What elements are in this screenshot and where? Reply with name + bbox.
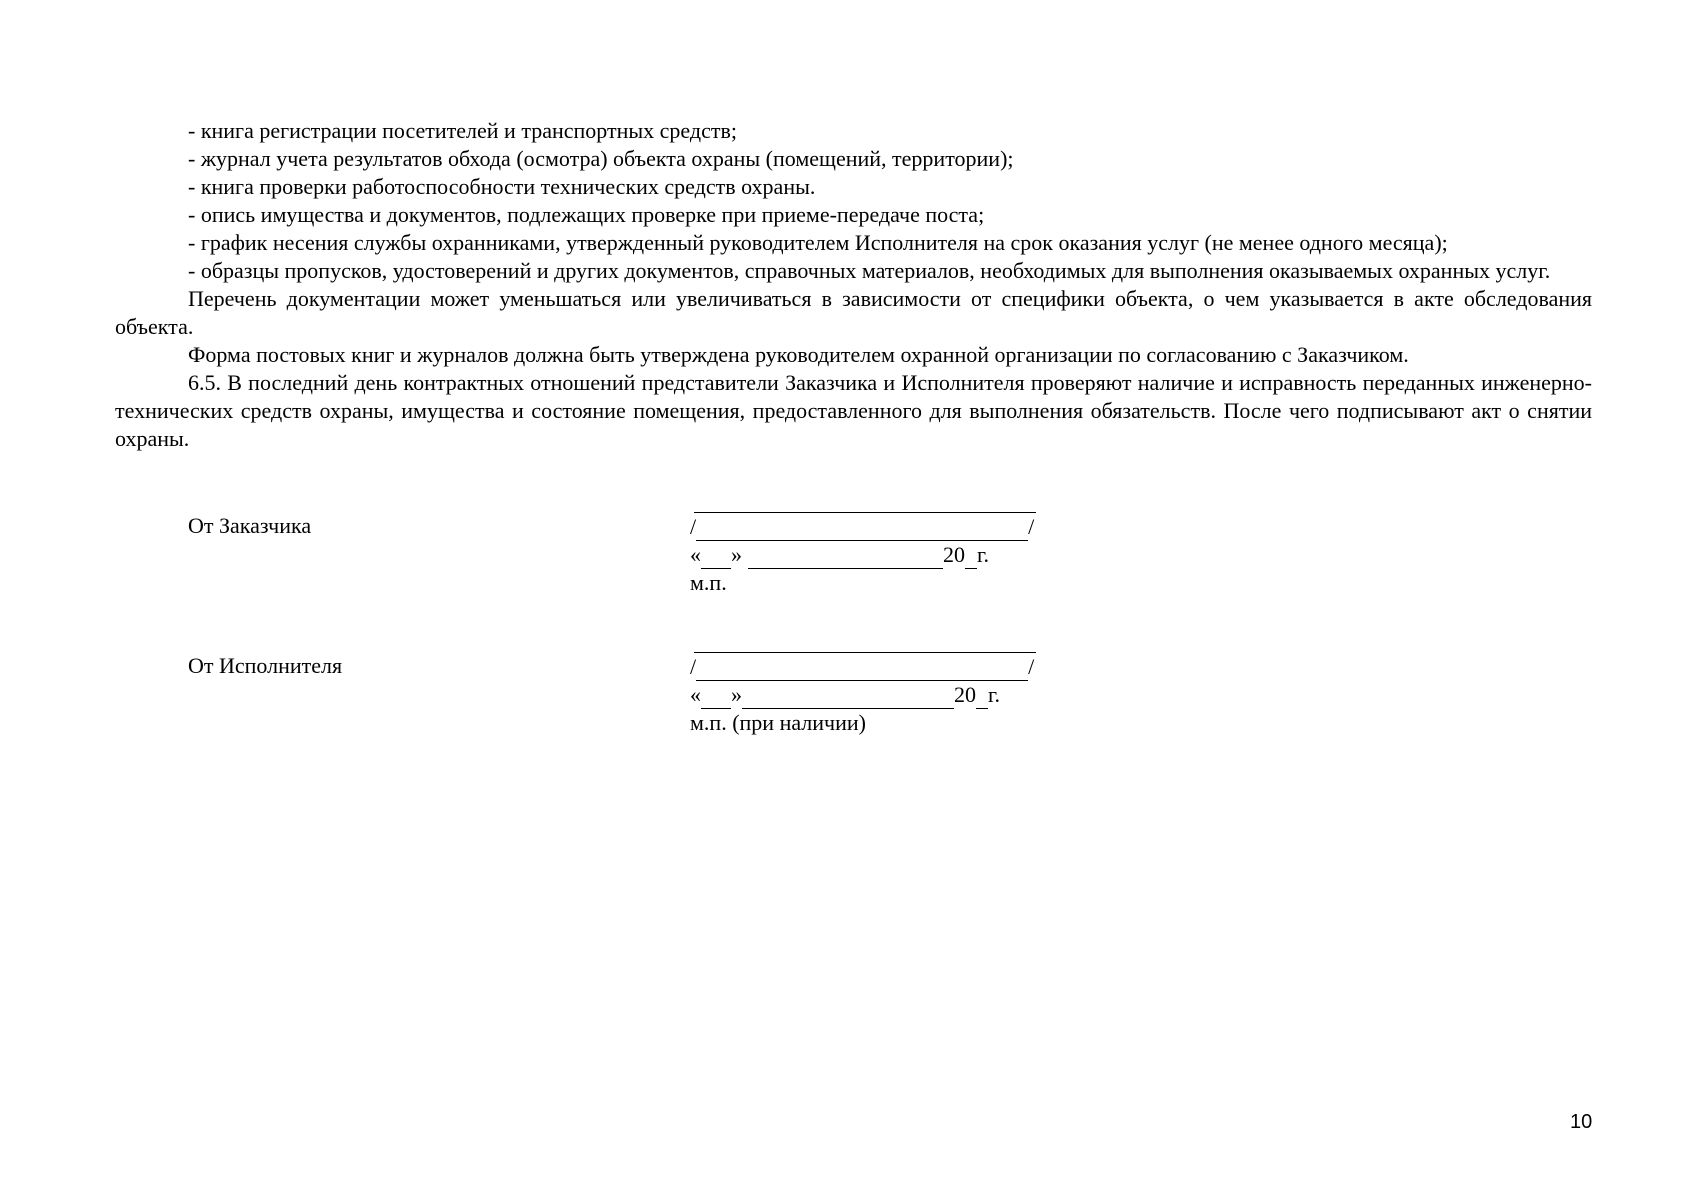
list-item-patrol-journal: - журнал учета результатов обхода (осмотра) объекта охраны (помещений, территории); (188, 146, 1014, 171)
list-item-pass-samples: - образцы пропусков, удостоверений и других документов, справочных материалов, необходимых для выполнения оказываемых охранных услуг. (188, 258, 1551, 283)
paragraph-form-approval: Форма постовых книг и журналов должна быть утверждена руководителем охранной организации по согласованию с Заказчиком. (188, 342, 1409, 367)
customer-year-prefix: 20 (943, 542, 965, 567)
contractor-month-line (742, 686, 954, 709)
customer-name-line (696, 518, 1028, 541)
customer-day-line (701, 546, 731, 569)
customer-month-line (748, 546, 943, 569)
contractor-quote-close: » (731, 682, 742, 707)
list-item-duty-schedule: - график несения службы охранниками, утвержденный руководителем Исполнителя на срок оказания услуг (не менее одного месяца); (188, 230, 1448, 255)
paragraph-documentation-scope: Перечень документации может уменьшаться или увеличиваться в зависимости от специфики объекта, о чем указывается в акте обследования объекта. (115, 286, 1592, 339)
customer-quote-open: « (690, 542, 701, 567)
contractor-year-suffix: г. (988, 682, 1001, 707)
customer-label: От Заказчика (188, 513, 312, 538)
contractor-name-row (690, 653, 1090, 681)
contractor-year-line (976, 686, 988, 709)
contractor-label: От Исполнителя (188, 653, 343, 678)
list-item-property-inventory: - опись имущества и документов, подлежащих проверке при приеме-передаче поста; (188, 202, 985, 227)
contractor-quote-open: « (690, 682, 701, 707)
contractor-signature-line (694, 638, 1036, 653)
list-item-visitor-book: - книга регистрации посетителей и транспортных средств; (188, 118, 737, 143)
contractor-date-row (690, 681, 1090, 709)
customer-slash-open: / (690, 514, 697, 539)
customer-name-row (690, 513, 1090, 541)
document-body (115, 117, 1592, 453)
contractor-slash-close: / (1028, 654, 1035, 679)
page-number: 10 (1570, 1111, 1593, 1133)
customer-year-suffix: г. (977, 542, 990, 567)
customer-slash-close: / (1028, 514, 1035, 539)
customer-stamp: м.п. (690, 570, 727, 595)
contractor-signature-fields (690, 638, 1090, 737)
list-item-equipment-check-book: - книга проверки работоспособности технических средств охраны. (188, 174, 816, 199)
contractor-stamp: м.п. (при наличии) (690, 710, 866, 735)
customer-date-row (690, 541, 1090, 569)
customer-year-line (965, 546, 977, 569)
contractor-year-prefix: 20 (954, 682, 976, 707)
contractor-day-line (701, 686, 731, 709)
customer-signature-line (694, 498, 1036, 513)
paragraph-section-6-5: 6.5. В последний день контрактных отношений представители Заказчика и Исполнителя проверяют наличие и исправность переданных инженерно-технических средств охраны, имущества и состояние помещения, предоставленного для выполнения обязательств. После чего подписывают акт о снятии охраны. (115, 370, 1592, 451)
contractor-name-line (696, 658, 1028, 681)
customer-quote-close: » (731, 542, 742, 567)
contractor-slash-open: / (690, 654, 697, 679)
customer-signature-fields (690, 498, 1090, 597)
